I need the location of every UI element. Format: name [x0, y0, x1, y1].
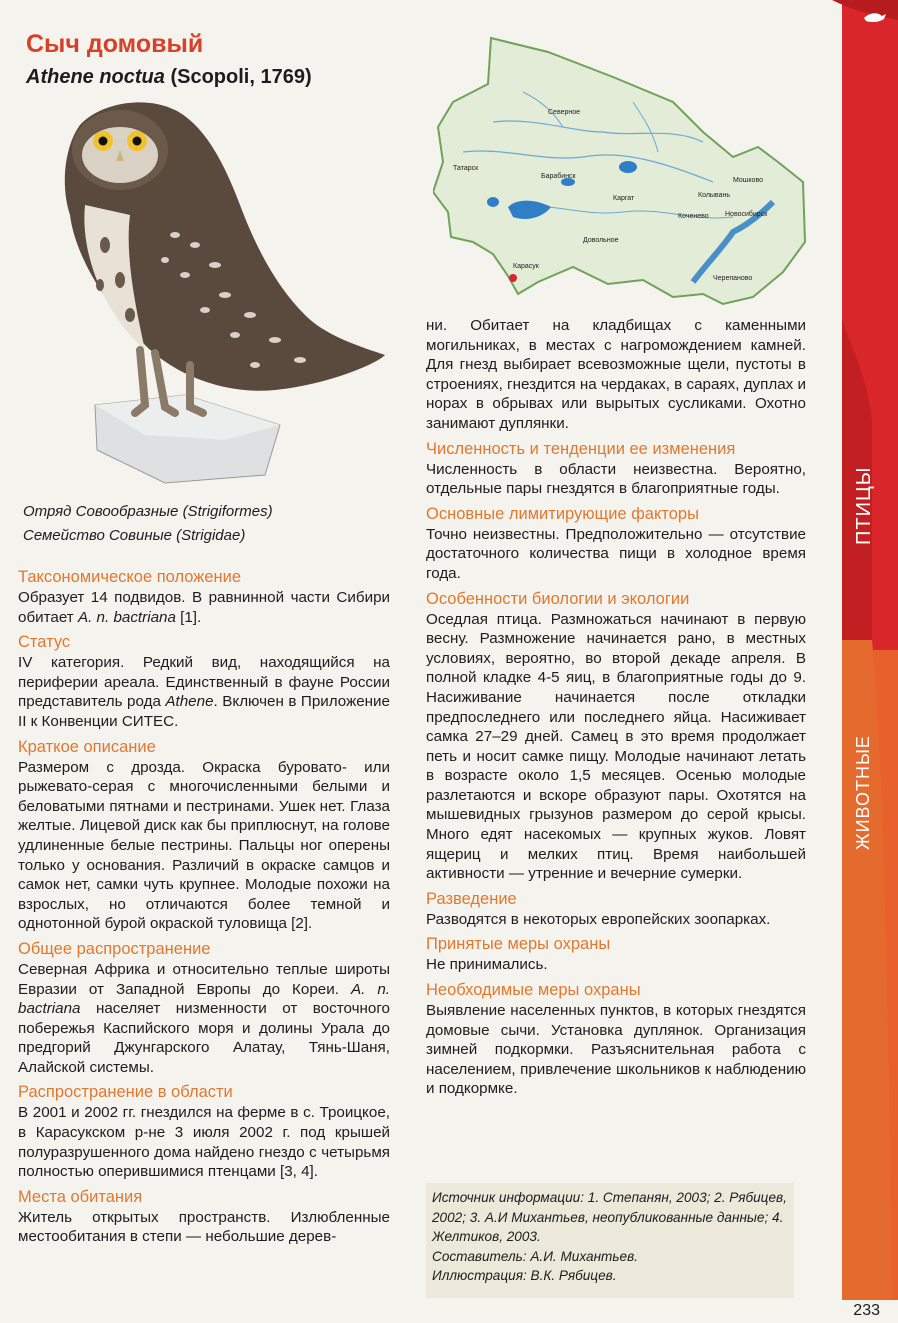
measures-heading: Принятые меры охраны	[426, 935, 611, 954]
abundance-heading: Численность и тенденции ее изменения	[426, 439, 736, 458]
range-text: Северная Африка и относительно теплые широты Евразии от Западной Европы до Кореи. A. n. bactriana населяет низменности от восточного побережья Каспийского моря и долины Урала до предгорий Джунгарского Алатау, Тянь-Шаня, Алайской системы.	[18, 960, 390, 1076]
limiting-text: Точно неизвестны. Предположительно — отсутствие достаточного количества пищи в холодное время года.	[426, 525, 806, 582]
svg-text:Каргат: Каргат	[613, 195, 635, 202]
svg-text:Карасук: Карасук	[513, 263, 539, 270]
source-box	[426, 1183, 794, 1298]
svg-text:Мошково: Мошково	[733, 177, 763, 184]
needed-measures-heading: Необходимые меры охраны	[426, 981, 641, 1000]
abundance-text: Численность в области неизвестна. Вероятно, отдельные пары гнездятся в благоприятные годы.	[426, 460, 806, 498]
species-title: Сыч домовый	[26, 30, 204, 58]
category-label: ПТИЦЫ	[853, 466, 875, 545]
order-label: Отряд Совообразные (Strigiformes)	[23, 503, 273, 520]
svg-text:Татарск: Татарск	[453, 165, 479, 172]
habitat-heading: Места обитания	[18, 1187, 143, 1206]
latin-name: Athene noctua (Scopoli, 1769)	[26, 66, 312, 88]
region-text: В 2001 и 2002 гг. гнездился на ферме в с. Троицкое, в Карасукском р-не 3 июля 2002 г. под крышей полуразрушенного дома найдено гнездо с четырьмя полностью оперившимися птенцами [3, 4].	[18, 1104, 390, 1181]
owl-illustration	[25, 95, 405, 490]
svg-text:Новосибирск: Новосибирск	[725, 211, 768, 218]
breeding-heading: Разведение	[426, 889, 517, 908]
svg-text:Довольное: Довольное	[583, 237, 619, 244]
habitat-text-start: Житель открытых пространств. Излюбленные местообитания в степи — небольшие дерев-	[18, 1208, 390, 1246]
limiting-heading: Основные лимитирующие факторы	[426, 504, 699, 523]
description-text: Размером с дрозда. Окраска буровато- или рыжевато-серая с многочисленными белыми и беловатыми пятнами и пестринами. Ушек нет. Глаза желтые. Лицевой диск как бы приплюснут, на голове удлиненные белые пестрины. Пальцы ног оперены только у основания. Различий в окраске самцов и самок нет, самки чуть крупнее. Молодые похожи на взрослых, но отличаются более темной и однотонной бурой окраской туловища [2].	[18, 758, 390, 933]
status-heading: Статус	[18, 633, 71, 652]
svg-text:Колывань: Колывань	[698, 192, 730, 199]
svg-text:Черепаново: Черепаново	[713, 275, 753, 282]
taxonomy-block	[23, 500, 273, 548]
svg-text:Кочeнево: Кочeнево	[678, 213, 709, 220]
taxon-text: Образует 14 подвидов. В равнинной части Сибири обитает A. n. bactriana [1].	[18, 589, 390, 626]
status-text: IV категория. Редкий вид, находящийся на периферии ареала. Единственный в фауне России представитель рода Athene. Включен в Приложение II к Конвенции СИТЕС.	[18, 654, 390, 730]
family-label: Семейство Совиные (Strigidae)	[23, 527, 246, 544]
compiler-text: Составитель: А.И. Михантьев.	[432, 1248, 638, 1264]
taxon-heading: Таксономическое положение	[18, 568, 242, 586]
page-number: 233	[853, 1302, 880, 1319]
sources-text: Источник информации: 1. Степанян, 2003; 2. Рябицев, 2002; 3. А.И Михантьев, неопубликованные данные; 4. Желтиков, 2003.	[432, 1190, 787, 1244]
description-heading: Краткое описание	[18, 737, 156, 756]
needed-measures-text: Выявление населенных пунктов, в которых гнездятся домовые сычи. Установка дуплянок. Организация зимней подкормки. Разъяснительная работа с населением, привлечение школьников к наблюдению и подкормке.	[426, 1002, 806, 1098]
sidebar-tab	[822, 0, 898, 1300]
breeding-text: Разводятся в некоторых европейских зоопарках.	[426, 910, 771, 928]
distribution-map	[433, 32, 815, 320]
right-column	[426, 316, 806, 1099]
measures-text: Не принимались.	[426, 956, 548, 974]
biology-heading: Особенности биологии и экологии	[426, 589, 690, 608]
biology-text: Оседлая птица. Размножаться начинают в первую весну. Размножение начинается рано, в местных условиях, вероятно, во второй декаде апреля. В полной кладке 4-5 яиц, в благоприятные годы до 9. Насиживание начинается после откладки предпоследнего или последнего яйца. Насиживает самка 27–29 дней. Самец в это время продолжает петь и носит самке пищу. Молодые начинают летать в возрасте около 1,5 месяцев. Осенью молодые разлетаются и вскоре образуют пары. Охотятся на мышевидных грызунов размером до серой крысы. Много едят насекомых — крупных жуков. Ловят ящериц и мелких птиц. Время наибольшей активности — утренние и вечерние сумерки.	[426, 610, 806, 883]
svg-text:Северное: Северное	[548, 109, 581, 116]
range-heading: Общее распространение	[18, 939, 211, 958]
kingdom-label: ЖИВОТНЫЕ	[853, 735, 873, 850]
region-heading: Распространение в области	[18, 1083, 233, 1102]
left-column	[18, 562, 390, 1247]
svg-text:Барабинск: Барабинск	[541, 173, 576, 180]
habitat-text-cont: ни. Обитает на кладбищах с каменными могильниках, в местах с нагромождением камней. Для гнезд выбирает всевозможные щели, пустоты в строениях, гнездится на чердаках, в сараях, дуплах и норах в обрывах или вырытых сусликами. Охотно занимают дуплянки.	[426, 317, 806, 432]
illustration-credit: Иллюстрация: В.К. Рябицев.	[432, 1268, 617, 1283]
